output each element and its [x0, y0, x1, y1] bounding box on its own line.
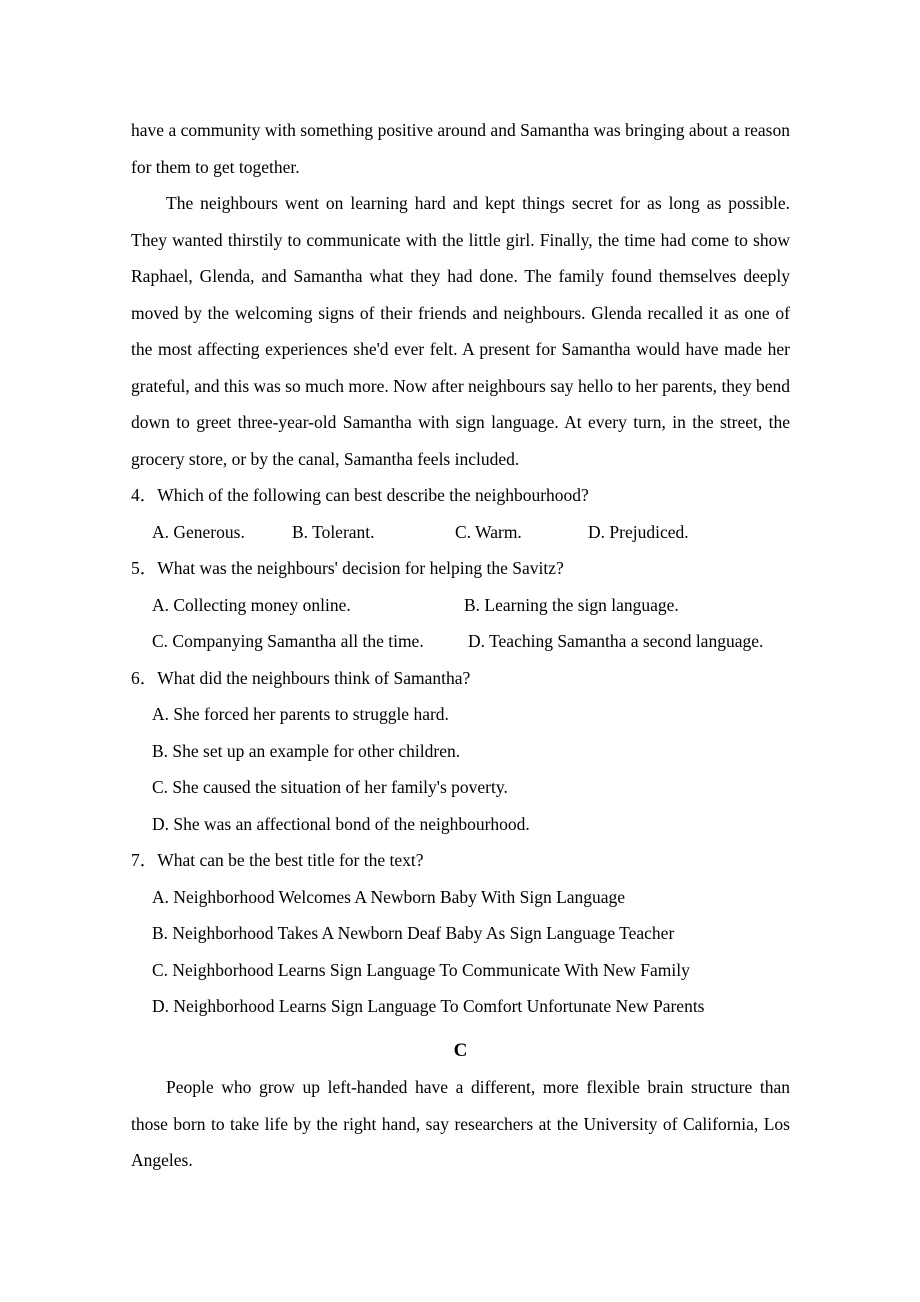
answer-option-7b: B. Neighborhood Takes A Newborn Deaf Baby As Sign Language Teacher: [152, 923, 675, 943]
question-5: [131, 550, 790, 660]
body-paragraph-3: People who grow up left-handed have a different, more flexible brain structure than those born to take life by the right hand, say researchers at the University of California, Los Angeles.: [131, 1077, 790, 1170]
section-heading-c: C: [453, 1039, 468, 1061]
answer-option-4d: D. Prejudiced.: [588, 521, 689, 542]
answer-option-6c: C. She caused the situation of her family's poverty.: [152, 777, 508, 797]
question-7: [131, 842, 790, 1025]
question-7-number: 7．: [131, 850, 158, 870]
answer-option-6a-line: [131, 696, 790, 733]
question-6-number: 6．: [131, 667, 158, 688]
answer-option-5d: D. Teaching Samantha a second language.: [468, 631, 764, 651]
question-5-text: What was the neighbours' decision for helping the Savitz?: [157, 558, 564, 578]
question-6-stem: [131, 660, 790, 697]
answer-option-7d-line: [131, 988, 790, 1025]
answer-option-7b-line: [131, 915, 790, 952]
question-6: [131, 660, 790, 843]
answer-option-7d: D. Neighborhood Learns Sign Language To Comfort Unfortunate New Parents: [152, 996, 705, 1016]
answer-option-5c: C. Companying Samantha all the time.: [152, 631, 424, 651]
answer-option-4a: A. Generous.: [152, 521, 245, 542]
answer-option-4b: B. Tolerant.: [292, 521, 375, 542]
body-paragraph-1: have a community with something positive around and Samantha was bringing about a reason for them to get together.: [131, 120, 790, 177]
question-5-options-row-2: [131, 623, 790, 660]
question-4: [131, 477, 790, 550]
question-5-number: 5．: [131, 558, 158, 578]
body-paragraph-2: The neighbours went on learning hard and kept things secret for as long as possible. They wanted thirstily to communicate with the little girl. Finally, the time had come to show Raphael, Glenda, and Samantha what they had done. The family found themselves deeply moved by the welcoming signs of their friends and neighbours. Glenda recalled it as one of the most affecting experiences she'd ever felt. A present for Samantha would have made her grateful, and this was so much more. Now after neighbours say hello to her parents, they bend down to greet three-year-old Samantha with sign language. At every turn, in the street, the grocery store, or by the canal, Samantha feels included.: [131, 193, 790, 469]
answer-option-4c: C. Warm.: [455, 521, 522, 542]
question-7-text: What can be the best title for the text?: [157, 850, 424, 870]
question-5-stem: [131, 550, 790, 587]
question-4-stem: [131, 477, 790, 514]
answer-option-5b: B. Learning the sign language.: [464, 594, 679, 615]
answer-option-6b-line: [131, 733, 790, 770]
answer-option-6c-line: [131, 769, 790, 806]
answer-option-6d-line: [131, 806, 790, 843]
answer-option-7c-line: [131, 952, 790, 989]
question-4-text: Which of the following can best describe the neighbourhood?: [157, 485, 589, 505]
question-7-stem: [131, 842, 790, 879]
answer-option-6b: B. She set up an example for other children.: [152, 740, 461, 761]
question-6-text: What did the neighbours think of Samantha?: [157, 667, 471, 688]
answer-option-6d: D. She was an affectional bond of the neighbourhood.: [152, 813, 530, 834]
answer-option-7a-line: [131, 879, 790, 916]
question-4-number: 4．: [131, 485, 158, 505]
question-5-options-row-1: [131, 587, 790, 624]
answer-option-7a: A. Neighborhood Welcomes A Newborn Baby With Sign Language: [152, 886, 626, 907]
answer-option-7c: C. Neighborhood Learns Sign Language To Communicate With New Family: [152, 959, 690, 980]
answer-option-5a: A. Collecting money online.: [152, 594, 351, 615]
answer-option-6a: A. She forced her parents to struggle hard.: [152, 704, 449, 724]
question-4-options: [131, 514, 790, 551]
